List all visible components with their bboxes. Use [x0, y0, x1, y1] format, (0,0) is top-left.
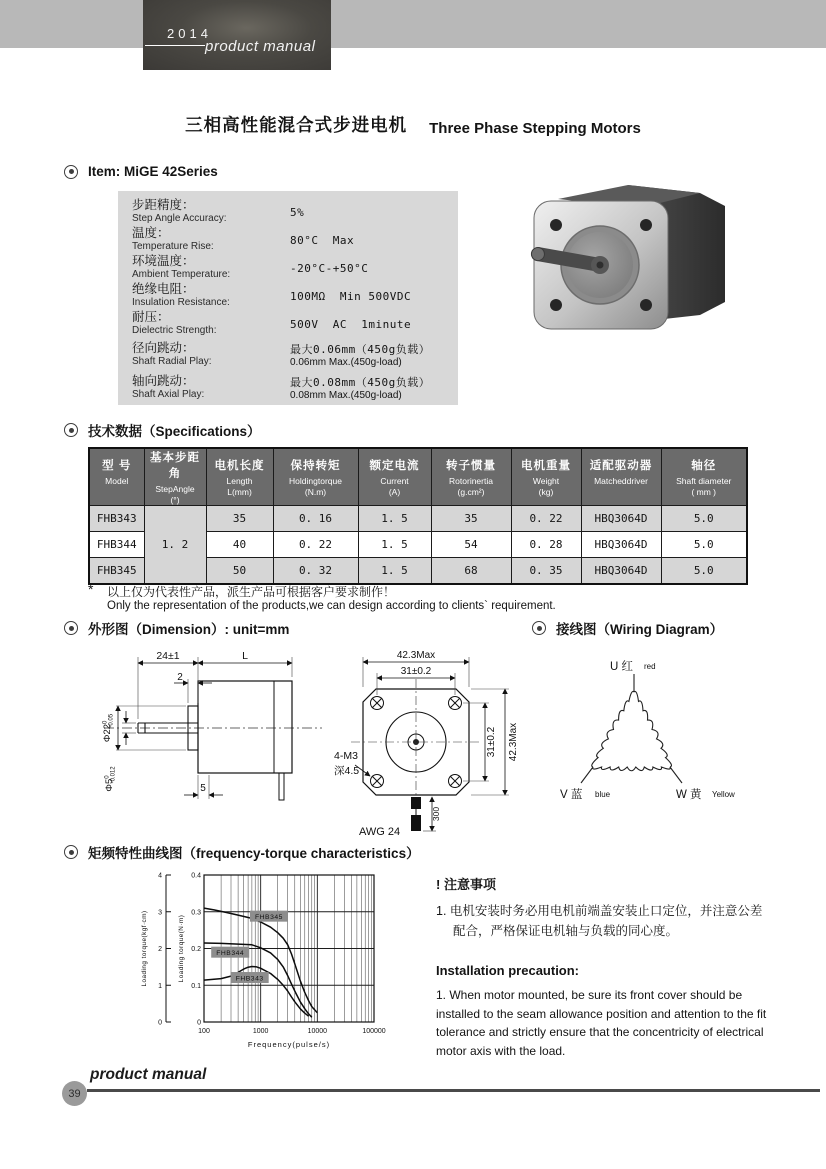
section-dimension-label: 外形图（Dimension）: unit=mm: [88, 622, 290, 637]
cell-current: 1. 5: [358, 506, 431, 532]
terminal-v-color: blue: [595, 790, 611, 799]
dim-label-pitch-v: 31±0.2: [486, 726, 497, 758]
spec-label: [132, 342, 290, 367]
header-photo: [143, 0, 331, 70]
dim-label-width: 42.3Max: [396, 650, 436, 661]
cell-length: 40: [206, 532, 273, 558]
motor-photo-image: [528, 175, 743, 345]
section-chart: [64, 842, 420, 862]
spec-row: [132, 310, 458, 338]
motor-bolt-hole: [640, 299, 652, 311]
y-axis-tick-kgfcm: 4: [158, 872, 162, 880]
cell-driver: HBQ3064D: [581, 558, 661, 585]
note-text-en: Only the representation of the products,we can design according to clients` requirement.: [107, 600, 556, 612]
precaution-cn-item: 1. 电机安装时务必用电机前端盖安装止口定位，并注意公差配合，严格保证电机轴与负载的同心度。: [436, 904, 763, 938]
dim-label-screw: 4-M3: [334, 750, 358, 762]
spec-value: [290, 374, 430, 401]
spec-label-cn: 步距精度：: [132, 198, 195, 213]
section-wiring: [532, 618, 723, 638]
dim-label-boss-diameter: $\Phi 22^0-0.05$: [102, 713, 115, 743]
cell-current: 1. 5: [358, 532, 431, 558]
y-axis-tick-kgfcm: 0: [158, 1019, 162, 1027]
series-badge-label: FHB344: [216, 949, 245, 957]
x-axis-tick: 100000: [362, 1028, 386, 1035]
dimension-front-view: [333, 645, 533, 840]
dim-label-mount: 5: [200, 783, 206, 794]
spec-box: [118, 191, 458, 405]
section-item-label: Item: MiGE 42Series: [88, 164, 218, 179]
table-header-row: [89, 448, 747, 506]
terminal-w-color: Yellow: [712, 790, 735, 799]
section-bullet-icon: [64, 423, 78, 437]
specifications-table: [88, 447, 748, 585]
spec-label-en: Temperature Rise:: [132, 241, 214, 253]
spec-value-main: 100MΩ Min 500VDC: [290, 289, 412, 303]
spec-label-cn: 温度：: [132, 226, 170, 241]
spec-row: [132, 254, 458, 282]
spec-label-en: Step Angle Accuracy:: [132, 213, 227, 225]
dim-label-cable-length: 300: [431, 806, 441, 822]
column-header: 基本步距角 StepAngle (°): [144, 448, 206, 506]
page-title-en: Three Phase Stepping Motors: [429, 120, 641, 137]
cell-shaft-diameter: 5.0: [661, 558, 747, 585]
spec-value-main: -20°C-+50°C: [290, 261, 369, 275]
y-axis-tick-nm: 0.1: [191, 982, 201, 990]
dim-label-pitch-h: 31±0.2: [400, 666, 432, 677]
note-text-cn: 以上仅为代表性产品，派生产品可根据客户要求制作！: [107, 585, 396, 599]
spec-label-cn: 轴向跳动：: [132, 373, 195, 388]
spec-label-en: Shaft Radial Play:: [132, 355, 212, 367]
dim-label-screw-depth: 深4.5: [334, 765, 360, 777]
terminal-u-color: red: [644, 662, 656, 671]
spec-label-en: Ambient Temperature:: [132, 269, 231, 281]
cell-model: FHB345: [89, 558, 144, 585]
section-item: [64, 164, 218, 179]
x-axis-tick: 10000: [307, 1028, 328, 1035]
y-axis-label-nm: Loading torque(N·m): [178, 914, 185, 983]
spec-row: [132, 338, 458, 371]
spec-value-main: 最大0.08mm（450g负载）: [290, 376, 431, 389]
section-dimension: [64, 618, 289, 638]
y-axis-tick-nm: 0.4: [191, 872, 201, 880]
motor-bolt-hole: [550, 219, 562, 231]
column-header: 适配驱动器 Matcheddriver: [581, 448, 661, 506]
spec-label: [132, 311, 290, 336]
column-header: 保持转矩 Holdingtorque (N.m): [273, 448, 358, 506]
precaution-cn-title: ! 注意事项: [436, 877, 496, 892]
cell-model: FHB344: [89, 532, 144, 558]
winding-coil: [593, 767, 671, 771]
terminal-w-label: W 黄: [676, 789, 702, 801]
page-number-badge: 39: [62, 1081, 87, 1106]
cell-driver: HBQ3064D: [581, 532, 661, 558]
spec-value: [290, 290, 411, 303]
spec-label-en: Shaft Axial Play:: [132, 388, 205, 400]
dim-label-front-length: 24±1: [156, 650, 180, 662]
header-year: 2014: [167, 26, 212, 41]
dim-label-body-length: L: [242, 650, 248, 662]
column-header: 转子惯量 Rotorinertia (g.cm²): [431, 448, 511, 506]
cell-model: FHB343: [89, 506, 144, 532]
terminal-u-label: U 红: [610, 661, 633, 673]
section-bullet-icon: [64, 165, 78, 179]
spec-label-cn: 环境温度：: [132, 254, 195, 269]
column-header: 额定电流 Current (A): [358, 448, 431, 506]
motor-bolt-hole: [640, 219, 652, 231]
terminal-v-label: V 蓝: [560, 789, 583, 801]
column-header: 电机重量 Weight (kg): [511, 448, 581, 506]
cell-length: 50: [206, 558, 273, 585]
cell-holding-torque: 0. 22: [273, 532, 358, 558]
precaution-en-item: 1. When motor mounted, be sure its front cover should be installed to the seam allowance position and attention to the fit tolerance and strictly ensure that the concentricity of electrical motor axis with the load.: [436, 988, 767, 1058]
motor-shaft-center: [597, 262, 604, 269]
winding-coil: [592, 691, 634, 767]
y-axis-tick-kgfcm: 1: [158, 982, 162, 990]
section-bullet-icon: [64, 845, 78, 859]
section-bullet-icon: [64, 621, 78, 635]
cable-segment: [411, 815, 421, 831]
series-badge-label: FHB343: [235, 975, 264, 983]
cable-segment: [411, 797, 421, 809]
spec-value-sub: 0.06mm Max.(450g-load): [290, 357, 402, 368]
page-title-cn: 三相高性能混合式步进电机: [185, 115, 408, 135]
precaution-mark: !: [436, 877, 441, 892]
x-axis-tick: 100: [198, 1028, 210, 1035]
wiring-diagram: [540, 650, 775, 810]
lead-v: [581, 767, 593, 783]
series-badge-label: FHB345: [254, 913, 283, 921]
dim-label-shaft-diameter: $\Phi 5^0-0.012$: [104, 766, 117, 792]
cable-stub: [279, 773, 284, 800]
column-header: 电机长度 Length L(mm): [206, 448, 273, 506]
spec-label: [132, 283, 290, 308]
page-title: [0, 112, 826, 137]
cell-step-angle: 1. 2: [144, 506, 206, 585]
section-specifications-label: 技术数据（Specifications）: [88, 424, 261, 439]
dim-label-height: 42.3Max: [508, 722, 519, 762]
y-axis-tick-nm: 0: [197, 1019, 201, 1027]
y-axis-tick-nm: 0.2: [191, 946, 201, 953]
spec-label: [132, 227, 290, 252]
section-chart-label: 矩频特性曲线图（frequency-torque characteristics）: [88, 846, 420, 861]
y-axis-tick-kgfcm: 2: [158, 946, 162, 953]
dimension-side-view: [98, 643, 328, 823]
spec-label-cn: 绝缘电阻：: [132, 282, 195, 297]
cell-holding-torque: 0. 32: [273, 558, 358, 585]
section-bullet-icon: [532, 621, 546, 635]
lead-w: [670, 767, 682, 783]
spec-value: [290, 341, 430, 368]
header-year-underline: [145, 45, 205, 46]
spec-value-main: 最大0.06mm（450g负载）: [290, 343, 431, 356]
spec-label-cn: 耐压：: [132, 310, 170, 325]
cell-weight: 0. 35: [511, 558, 581, 585]
table-row: [89, 506, 747, 532]
winding-coil: [634, 691, 671, 767]
spec-value-main: 5%: [290, 205, 305, 219]
spec-row: [132, 226, 458, 254]
cell-shaft-diameter: 5.0: [661, 506, 747, 532]
section-wiring-label: 接线图（Wiring Diagram）: [556, 622, 724, 637]
cell-weight: 0. 22: [511, 506, 581, 532]
note-star: *: [88, 581, 94, 597]
spec-row: [132, 371, 458, 404]
motor-bolt-hole: [550, 299, 562, 311]
dim-label-cable-spec: AWG 24: [359, 826, 401, 838]
footer-rule: [87, 1089, 820, 1092]
spec-label: [132, 255, 290, 280]
dimension-lines: [355, 662, 505, 831]
cell-shaft-diameter: 5.0: [661, 532, 747, 558]
section-specifications: [64, 420, 261, 440]
cell-length: 35: [206, 506, 273, 532]
spec-value-main: 80°C Max: [290, 233, 355, 247]
spec-row: [132, 282, 458, 310]
footer-brand: product manual: [90, 1066, 207, 1083]
cell-rotor-inertia: 68: [431, 558, 511, 585]
spec-label-cn: 径向跳动：: [132, 340, 195, 355]
precaution-en-title: Installation precaution:: [436, 963, 580, 978]
cell-driver: HBQ3064D: [581, 506, 661, 532]
spec-value: [290, 206, 304, 219]
cell-rotor-inertia: 35: [431, 506, 511, 532]
x-axis-label: Frequency(pulse/s): [247, 1040, 331, 1049]
dim-label-boss: 2: [177, 672, 183, 683]
spec-value: [290, 318, 411, 331]
spec-label: [132, 375, 290, 400]
spec-label: [132, 199, 290, 224]
precaution-block: [436, 874, 772, 1060]
column-header: 轴径 Shaft diameter ( mm ): [661, 448, 747, 506]
cell-rotor-inertia: 54: [431, 532, 511, 558]
cell-holding-torque: 0. 16: [273, 506, 358, 532]
x-axis-tick: 1000: [252, 1028, 269, 1035]
column-header: 型 号 Model: [89, 448, 144, 506]
y-axis-label-kgfcm: Loading torque(kgf·cm): [141, 910, 148, 987]
y-axis-tick-kgfcm: 3: [158, 909, 162, 917]
spec-label-en: Dielectric Strength:: [132, 325, 217, 337]
spec-value: [290, 262, 368, 275]
spec-value: [290, 234, 354, 247]
cell-current: 1. 5: [358, 558, 431, 585]
spec-row: [132, 198, 458, 226]
spec-label-en: Insulation Resistance:: [132, 297, 230, 309]
torque-frequency-chart: [138, 866, 458, 1056]
y-axis-tick-nm: 0.3: [191, 909, 201, 917]
motor-body-outline: [198, 681, 292, 773]
header-brand: product manual: [205, 38, 316, 55]
spec-value-sub: 0.08mm Max.(450g-load): [290, 390, 402, 401]
spec-value-main: 500V AC 1minute: [290, 317, 412, 331]
header-bar: [0, 0, 826, 48]
cell-weight: 0. 28: [511, 532, 581, 558]
dimension-lines: [118, 663, 292, 795]
